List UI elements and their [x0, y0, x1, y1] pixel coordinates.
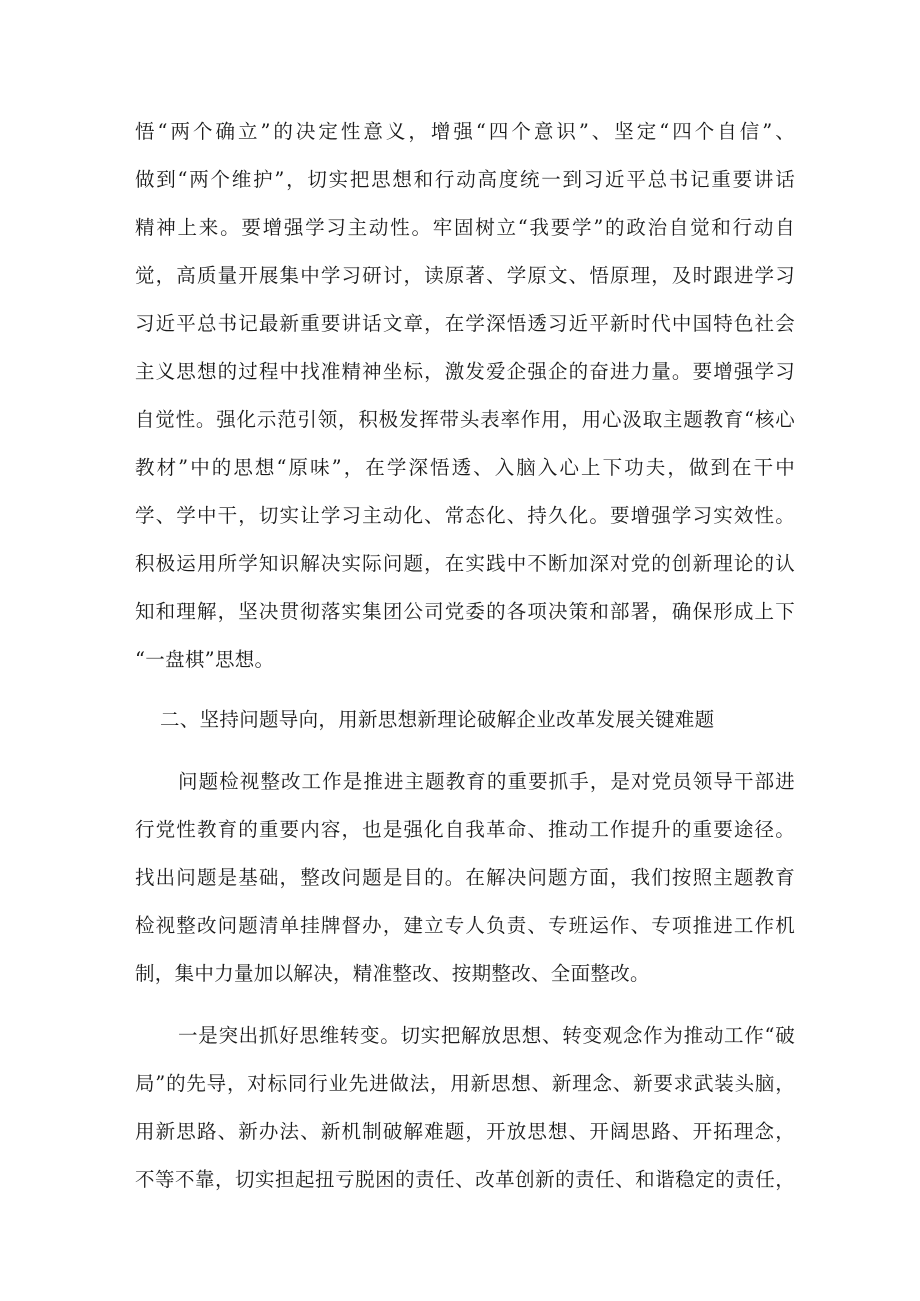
text-line: 一是突出抓好思维转变。切实把解放思想、转变观念作为推动工作“破	[178, 1024, 795, 1047]
text-line: 用新思路、新办法、新机制破解难题，开放思想、开阔思路、开拓理念，	[135, 1120, 795, 1143]
text-line: 积极运用所学知识解决实际问题，在实践中不断加深对党的创新理论的认	[135, 552, 795, 575]
text-line: 局”的先导，对标同行业先进做法，用新思想、新理念、新要求武装头脑，	[135, 1072, 795, 1095]
text-line: 主义思想的过程中找准精神坐标，激发爱企强企的奋进力量。要增强学习	[135, 360, 795, 383]
text-line: 教材”中的思想“原味”，在学深悟透、入脑入心上下功夫，做到在干中	[135, 456, 795, 479]
text-line: “一盘棋”思想。	[135, 648, 275, 671]
section-heading: 二、坚持问题导向，用新思想新理论破解企业改革发展关键难题	[160, 708, 715, 731]
text-line: 找出问题是基础，整改问题是目的。在解决问题方面，我们按照主题教育	[135, 866, 795, 889]
text-line: 检视整改问题清单挂牌督办，建立专人负责、专班运作、专项推进工作机	[135, 914, 795, 937]
text-line: 习近平总书记最新重要讲话文章，在学深悟透习近平新时代中国特色社会	[135, 312, 795, 335]
text-line: 悟“两个确立”的决定性意义，增强“四个意识”、坚定“四个自信”、	[135, 120, 795, 143]
text-line: 知和理解，坚决贯彻落实集团公司党委的各项决策和部署，确保形成上下	[135, 600, 795, 623]
text-line: 学、学中干，切实让学习主动化、常态化、持久化。要增强学习实效性。	[135, 504, 795, 527]
text-line: 做到“两个维护”，切实把思想和行动高度统一到习近平总书记重要讲话	[135, 168, 795, 191]
text-line: 行党性教育的重要内容，也是强化自我革命、推动工作提升的重要途径。	[135, 818, 795, 841]
text-line: 问题检视整改工作是推进主题教育的重要抓手，是对党员领导干部进	[178, 770, 795, 793]
text-line: 自觉性。强化示范引领，积极发挥带头表率作用，用心汲取主题教育“核心	[135, 408, 795, 431]
text-line: 制，集中力量加以解决，精准整改、按期整改、全面整改。	[135, 962, 650, 985]
text-line: 觉，高质量开展集中学习研讨，读原著、学原文、悟原理，及时跟进学习	[135, 264, 795, 287]
text-line: 精神上来。要增强学习主动性。牢固树立“我要学”的政治自觉和行动自	[135, 216, 795, 239]
text-line: 不等不靠，切实担起扭亏脱困的责任、改革创新的责任、和谐稳定的责任，	[135, 1168, 795, 1191]
